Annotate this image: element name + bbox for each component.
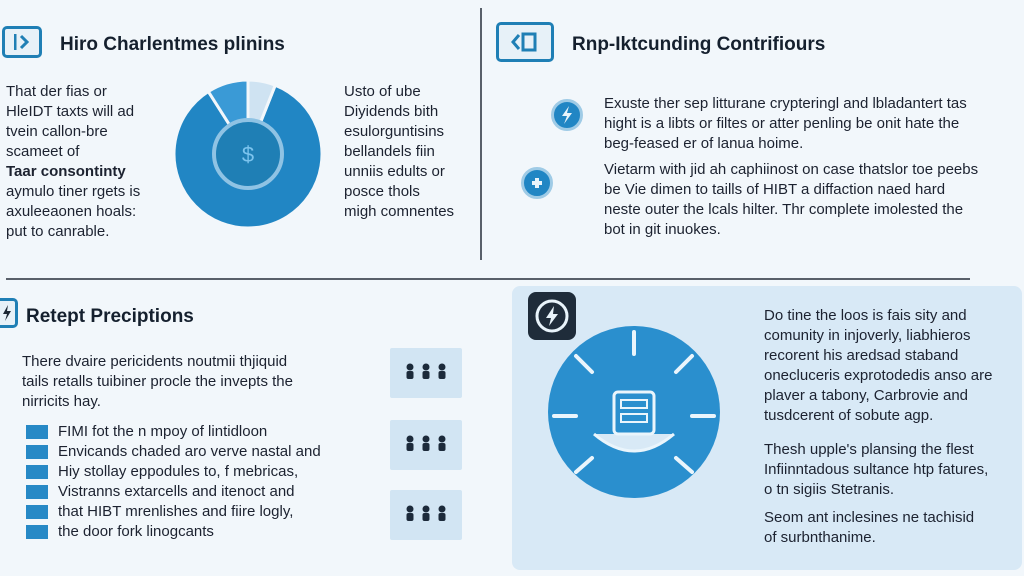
list-item: Envicands chaded aro verve nastal and — [58, 443, 321, 460]
text-line: tails retalls tuibiner procle the invepts the — [22, 373, 293, 390]
text-line: nirricits hay. — [22, 393, 101, 410]
section-title-top-right: Rnp-Iktcunding Contrifiours — [572, 34, 826, 55]
top-right-of-pie-text — [344, 82, 474, 222]
list-item: FIMI fot the n mpoy of lintidloon — [58, 423, 268, 440]
list-bullet — [26, 425, 48, 439]
list-item: Hiy stollay eppodules to, f mebricas, — [58, 463, 299, 480]
list-item: the door fork linogcants — [58, 523, 214, 540]
text-line: Do tine the loos is fais sity and — [764, 307, 967, 324]
people-icon — [390, 420, 462, 470]
text-line: comunity in injoverly, liabhieros — [764, 327, 971, 344]
text-line: HleIDT taxts will ad — [6, 103, 135, 120]
top-right-item-2 — [604, 160, 978, 240]
bottom-right-paragraph-3 — [764, 508, 974, 548]
text-line: Thesh upple's plansing the flest — [764, 441, 974, 458]
list-bullet — [26, 465, 48, 479]
text-line: tvein callon-bre — [6, 123, 108, 140]
vertical-divider — [480, 8, 482, 260]
text-line: put to canrable. — [6, 223, 110, 240]
bottom-right-paragraph-1 — [764, 306, 992, 426]
bottom-left-intro — [22, 352, 293, 412]
code-bracket-icon — [2, 26, 42, 58]
text-line: of surbnthanime. — [764, 529, 876, 546]
text-line: aymulo tiner rgets is — [6, 183, 141, 200]
bottom-right-paragraph-2 — [764, 440, 988, 500]
section-title-bottom-left: Retept Preciptions — [26, 306, 194, 327]
text-line: That der fias or — [6, 83, 107, 100]
text-line: unniis edults or — [344, 163, 445, 180]
text-line: posce thols — [344, 183, 420, 200]
lightning-icon — [0, 298, 18, 328]
text-line: beg-feased er of lanua hoime. — [604, 135, 804, 152]
bottom-left-list — [58, 422, 321, 542]
code-bracket-icon — [496, 22, 554, 62]
dollar-icon: $ — [241, 142, 255, 167]
text-line: Infiinntadous sultance htp fatures, — [764, 461, 989, 478]
plus-circle-icon — [521, 167, 553, 199]
network-hub-graphic — [546, 324, 722, 500]
text-line: recorent his aredsad staband — [764, 347, 959, 364]
top-right-item-1 — [604, 94, 967, 154]
text-line: migh comnentes — [344, 203, 455, 220]
list-bullet — [26, 485, 48, 499]
text-line: Diyidends bith — [344, 103, 439, 120]
section-title-top-left: Hiro Charlentmes plinins — [60, 34, 285, 55]
text-line: Usto of ube — [344, 83, 421, 100]
text-line: Exuste ther sep litturane crypteringl and lbladantert tas — [604, 95, 967, 112]
text-line: scameet of — [6, 143, 80, 160]
list-bullet — [26, 505, 48, 519]
lightning-icon — [551, 99, 583, 131]
text-line: bot in git inuokes. — [604, 221, 721, 238]
text-line: neste outer the lcals hilter. Thr complete imolested the — [604, 201, 964, 218]
people-icon — [390, 490, 462, 540]
text-line: o tn sigiis Stetranis. — [764, 481, 895, 498]
server-icon — [614, 392, 654, 434]
text-line: There dvaire pericidents noutmii thjiquid — [22, 353, 288, 370]
text-line: Vietarm with jid ah caphiinost on case thatslor toe peebs — [604, 161, 979, 178]
list-bullet — [26, 445, 48, 459]
people-icon — [390, 348, 462, 398]
text-line: onecluceris exprotodedis anso are — [764, 367, 993, 384]
text-line: plaver a tabony, Carbrovie and — [764, 387, 969, 404]
list-bullet — [26, 525, 48, 539]
text-line: tusdcerent of sobute agp. — [764, 407, 934, 424]
text-line-bold: Taar consontinty — [6, 163, 126, 180]
list-item: Vistranns extarcells and itenoct and — [58, 483, 295, 500]
text-line: bellandels fiin — [344, 143, 435, 160]
list-item: that HIBT mrenlishes and fiire logly, — [58, 503, 294, 520]
pie-chart — [172, 78, 324, 230]
text-line: hight is a libts or filtes or atter penling be onit hate the — [604, 115, 960, 132]
text-line: be Vie dimen to taills of HIBT a diffaction naed hard — [604, 181, 946, 198]
text-line: axuleeaonen hoals: — [6, 203, 137, 220]
top-left-text-block — [6, 82, 166, 242]
text-line: Seom ant inclesines ne tachisid — [764, 509, 975, 526]
text-line: esulorguntisins — [344, 123, 445, 140]
horizontal-divider — [6, 278, 970, 280]
